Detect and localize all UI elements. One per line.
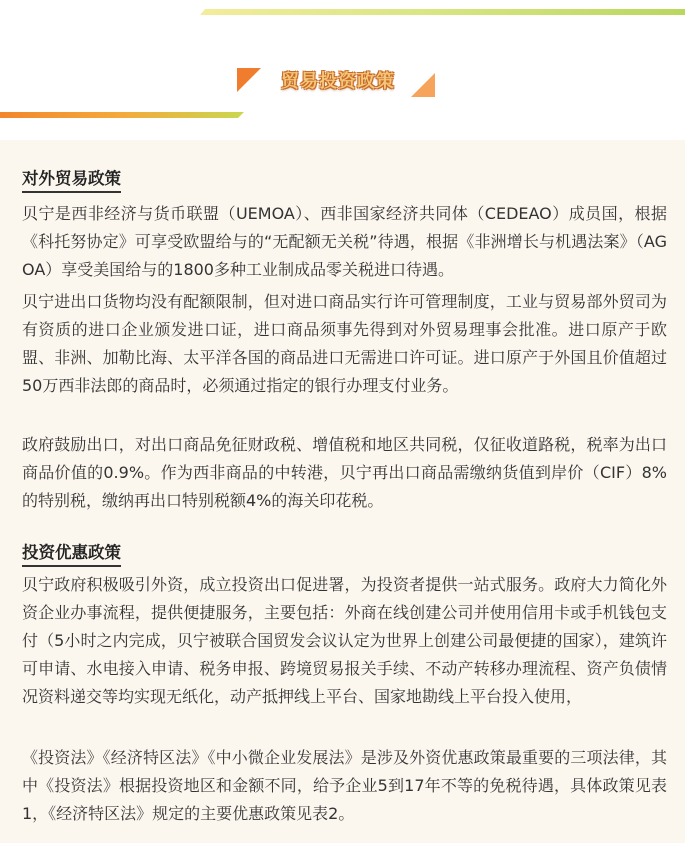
section-heading-investment-incentives: 投资优惠政策	[22, 542, 121, 567]
right-triangle-ornament	[411, 73, 435, 97]
page-title: 贸易投资政策	[281, 71, 395, 92]
paragraph-trade-membership: 贝宁是西非经济与货币联盟（UEMOA）、西非国家经济共同体（CEDEAO）成员国，根据《科托努协定》可享受欧盟给与的“无配额无关税”待遇，根据《非洲增长与机遇法案》（AGOA）享受美国给与的1800多种工业制成品零关税进口待遇。	[22, 204, 667, 279]
paragraph-import-licensing: 贝宁进出口货物均没有配额限制，但对进口商品实行许可管理制度，工业与贸易部外贸司为有资质的进口企业颁发进口证，进口商品须事先得到对外贸易理事会批准。进口原产于欧盟、非洲、加勒比海、太平洋各国的商品进口无需进口许可证。进口原产于外国且价值超过50万西非法郎的商品时，必须通过指定的银行办理支付业务。	[22, 292, 667, 395]
paragraph-investment-laws: 《投资法》《经济特区法》《中小微企业发展法》是涉及外资优惠政策最重要的三项法律，其中《投资法》根据投资地区和金额不同，给予企业5到17年不等的免税待遇，具体政策见表1，《经济特区法》规定的主要优惠政策见表2。	[22, 748, 667, 823]
article-body	[0, 140, 685, 843]
left-triangle-ornament	[237, 68, 261, 92]
paragraph-investment-services: 贝宁政府积极吸引外资，成立投资出口促进署，为投资者提供一站式服务。政府大力简化外资企业办事流程，提供便捷服务，主要包括：外商在线创建公司并使用信用卡或手机钱包支付（5小时之内完成，贝宁被联合国贸发会议认定为世界上创建公司最便捷的国家），建筑许可申请、水电接入申请、税务申报、跨境贸易报关手续、不动产转移办理流程、资产负债情况资料递交等均实现无纸化，动产抵押线上平台、国家地勘线上平台投入使用，	[22, 575, 667, 706]
top-decorative-stripe	[200, 9, 685, 15]
header-banner	[0, 0, 685, 140]
bottom-decorative-stripe	[0, 112, 238, 118]
section-heading-foreign-trade: 对外贸易政策	[22, 168, 121, 193]
paragraph-export-taxes: 政府鼓励出口，对出口商品免征财政税、增值税和地区共同税，仅征收道路税，税率为出口商品价值的0.9%。作为西非商品的中转港，贝宁再出口商品需缴纳货值到岸价（CIF）8%的特别税，缴纳再出口特别税额4%的海关印花税。	[22, 435, 667, 510]
